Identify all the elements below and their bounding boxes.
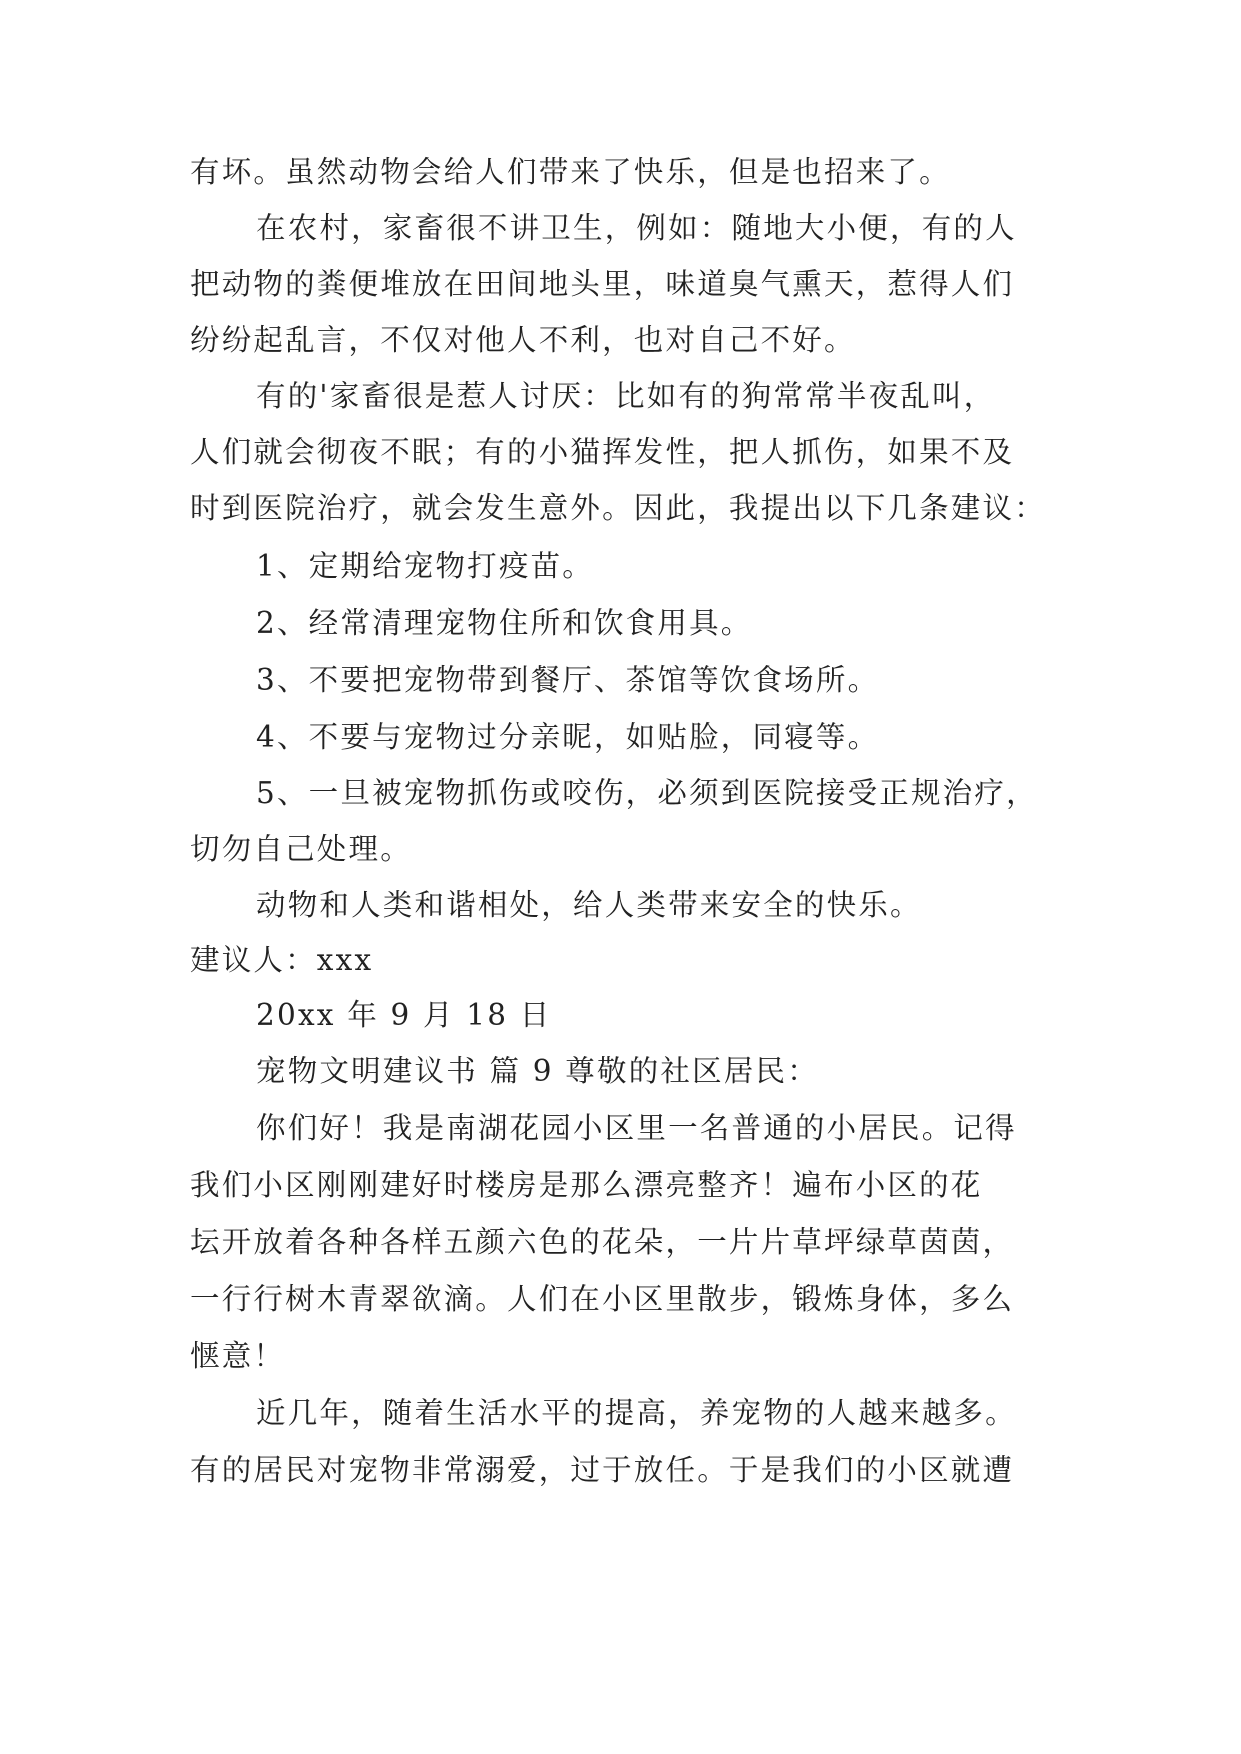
list-item: 1、定期给宠物打疫苗。	[256, 549, 594, 583]
text-line: 有坏。虽然动物会给人们带来了快乐，但是也招来了。	[190, 155, 951, 189]
text-line: 时到医院治疗，就会发生意外。因此，我提出以下几条建议：	[190, 491, 1046, 525]
list-item: 2、经常清理宠物住所和饮食用具。	[256, 606, 753, 640]
text-line: 纷纷起乱言，不仅对他人不利，也对自己不好。	[190, 323, 856, 357]
text-line: 你们好！我是南湖花园小区里一名普通的小居民。记得	[256, 1111, 1017, 1145]
list-item: 3、不要把宠物带到餐厅、茶馆等饮食场所。	[256, 663, 880, 697]
text-line: 把动物的粪便堆放在田间地头里，味道臭气熏天，惹得人们	[190, 267, 1015, 301]
text-line: 惬意！	[190, 1339, 286, 1373]
text-line: 有的居民对宠物非常溺爱，过于放任。于是我们的小区就遭	[190, 1453, 1015, 1487]
section-heading: 宠物文明建议书 篇 9 尊敬的社区居民：	[256, 1054, 819, 1088]
list-item: 5、一旦被宠物抓伤或咬伤，必须到医院接受正规治疗，	[256, 776, 1038, 810]
text-line: 有的'家畜很是惹人讨厌：比如有的狗常常半夜乱叫，	[256, 379, 996, 413]
text-line: 切勿自己处理。	[190, 832, 412, 866]
signature-line: 建议人：xxx	[190, 943, 374, 977]
text-line: 一行行树木青翠欲滴。人们在小区里散步，锻炼身体，多么	[190, 1282, 1015, 1316]
text-line: 我们小区刚刚建好时楼房是那么漂亮整齐！遍布小区的花	[190, 1168, 983, 1202]
text-line: 近几年，随着生活水平的提高，养宠物的人越来越多。	[256, 1396, 1017, 1430]
text-line: 在农村，家畜很不讲卫生，例如：随地大小便，有的人	[256, 211, 1017, 245]
date-line: 20xx 年 9 月 18 日	[256, 998, 552, 1032]
text-line: 动物和人类和谐相处，给人类带来安全的快乐。	[256, 888, 922, 922]
text-line: 人们就会彻夜不眠；有的小猫挥发性，把人抓伤，如果不及	[190, 435, 1015, 469]
text-line: 坛开放着各种各样五颜六色的花朵，一片片草坪绿草茵茵，	[190, 1225, 1015, 1259]
list-item: 4、不要与宠物过分亲昵，如贴脸，同寝等。	[256, 720, 880, 754]
